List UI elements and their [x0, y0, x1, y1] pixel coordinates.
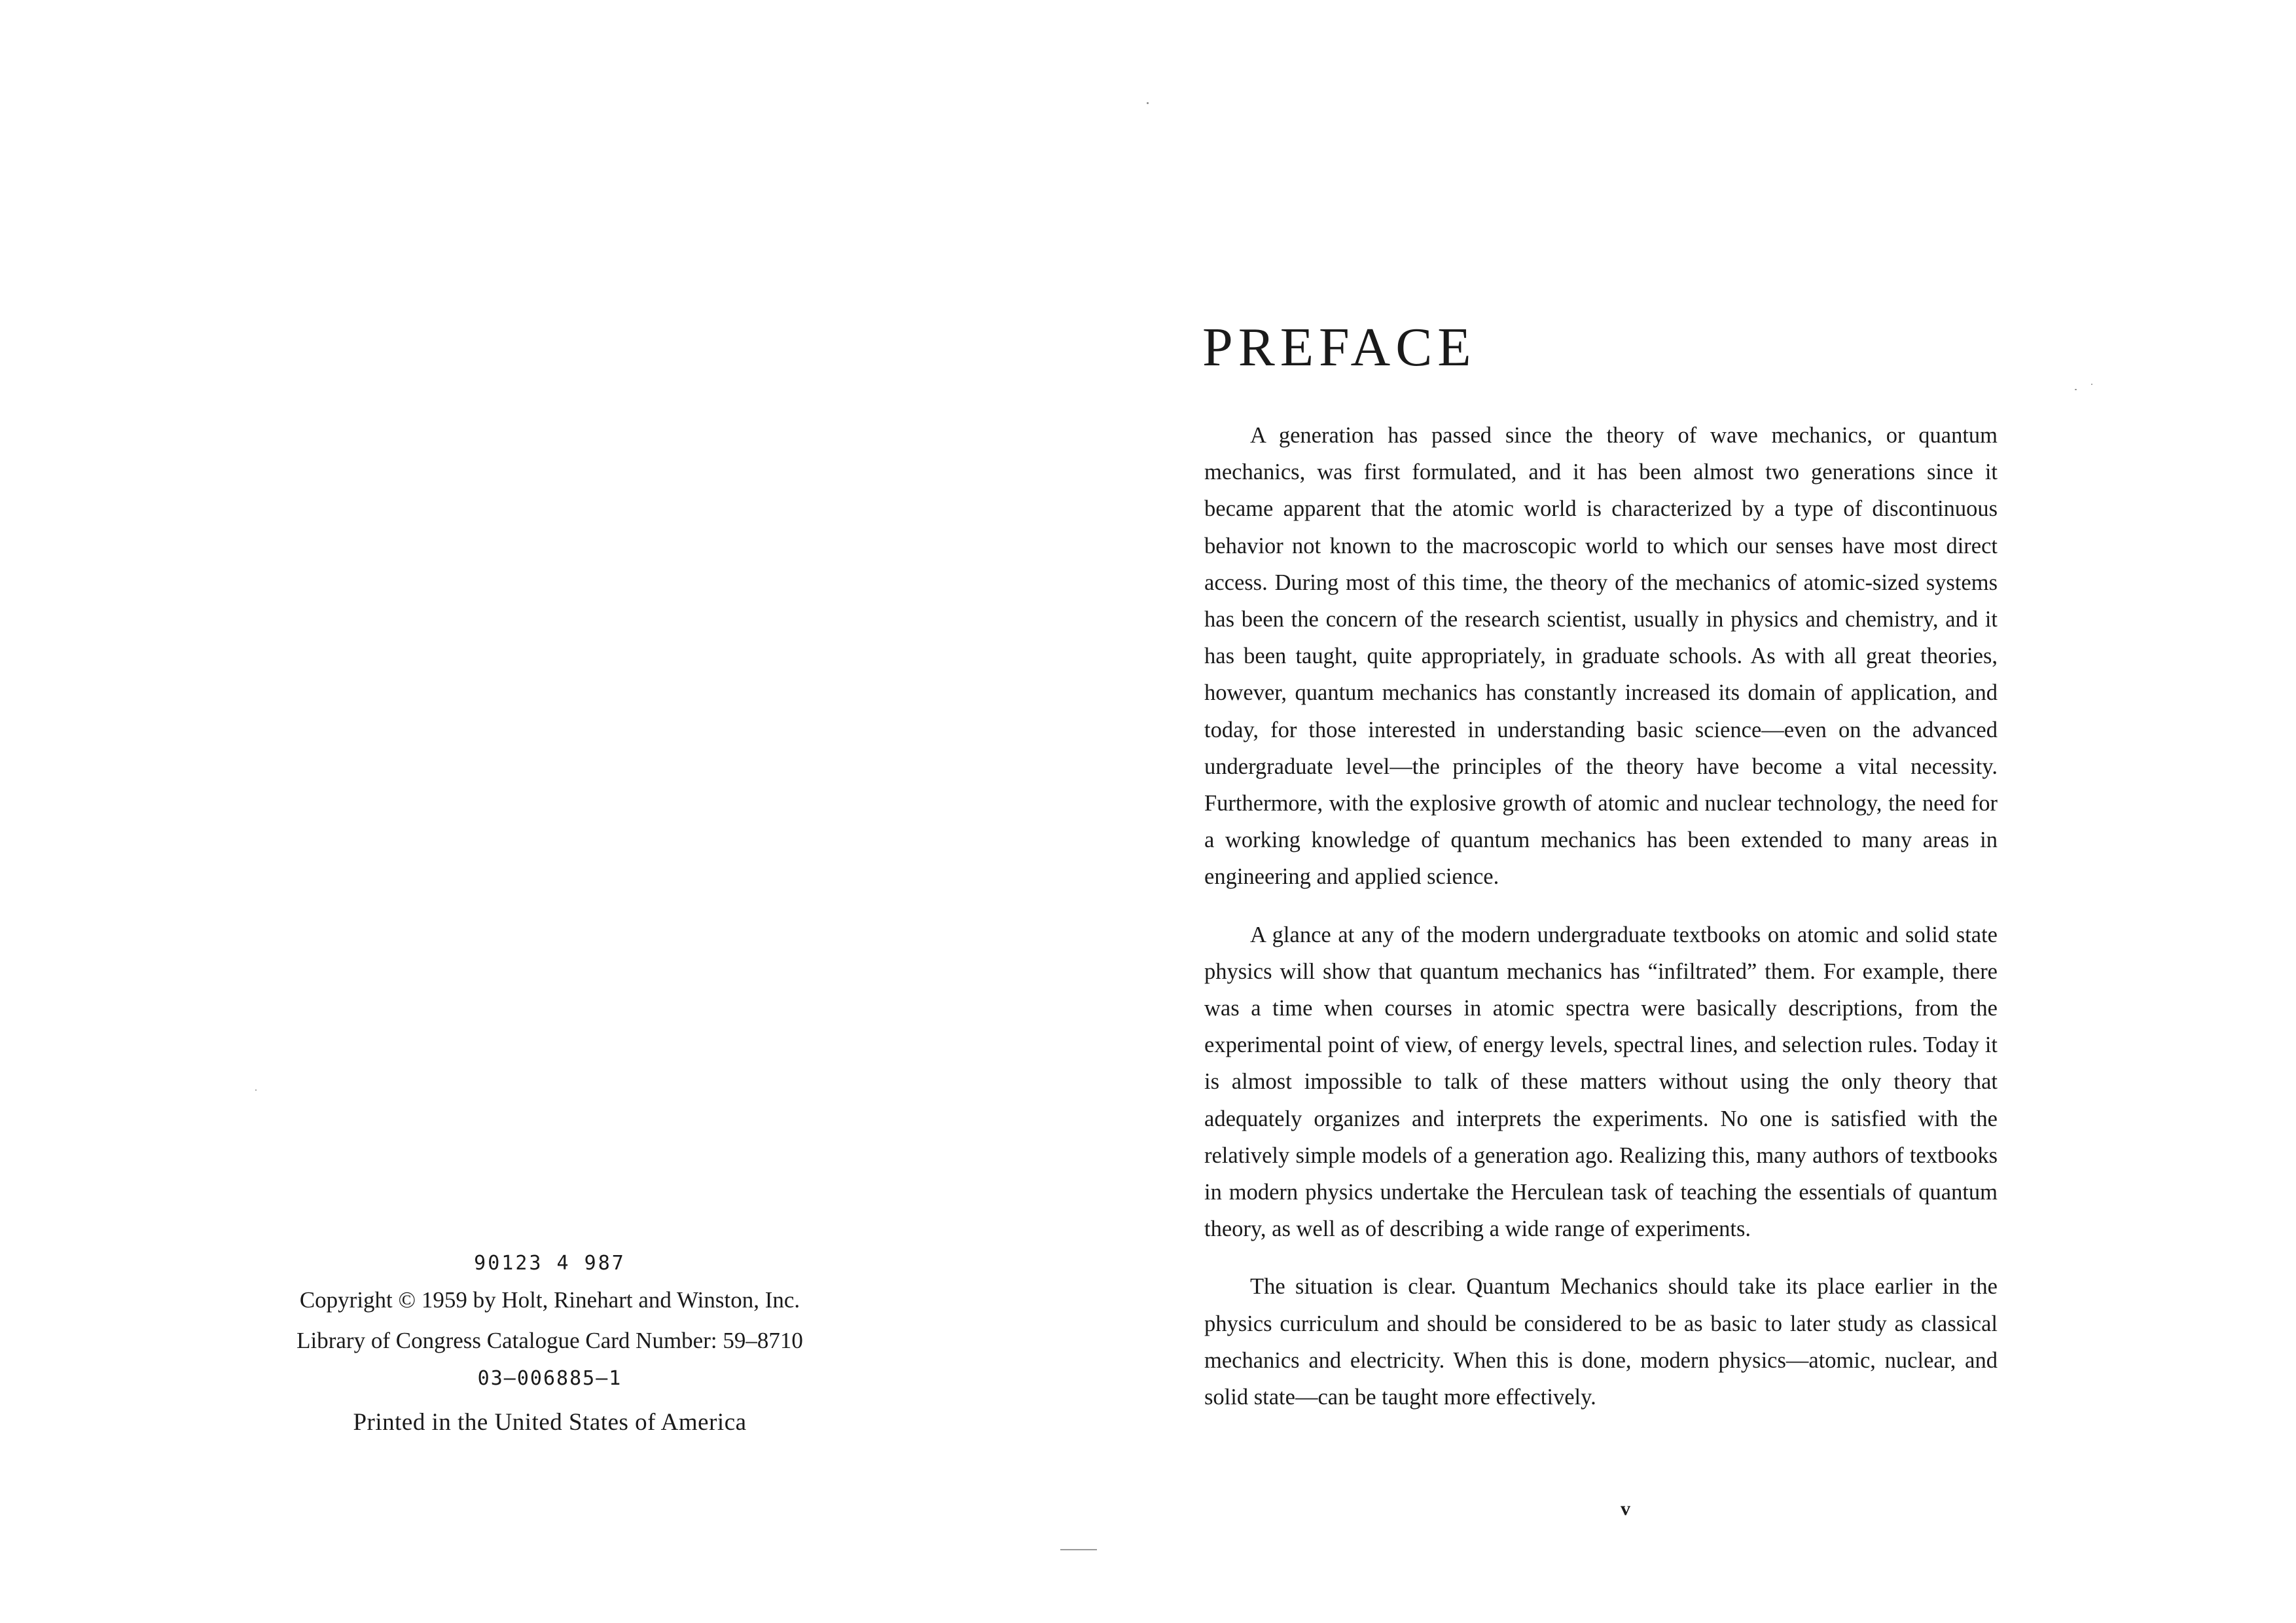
- paragraph: A glance at any of the modern undergraduate textbooks on atomic and solid state physics will show that quantum mechanics has “infiltrated” them. For example, there was a time when courses in atomic spectra were basically descriptions, from the experimental point of view, of energy levels, spectral lines, and selection rules. Today it is almost impossible to talk of these matters without using the only theory that adequately organizes and interprets the experiments. No one is satisfied with the relatively simple models of a generation ago. Realizing this, many authors of textbooks in modern physics undertake the Herculean task of teaching the essentials of quantum theory, as well as of describing a wide range of experiments.: [1204, 922, 1998, 1242]
- catalog-code: 03–006885–1: [477, 1367, 622, 1390]
- copyright-block: [249, 1247, 851, 1445]
- right-page: [1139, 0, 2296, 1623]
- paragraph: The situation is clear. Quantum Mechanics should take its place earlier in the physics curriculum and should be considered to be as basic to later study as classical mechanics and electricity. When this is done, modern physics—atomic, nuclear, and solid state—can be taught more effectively.: [1204, 1274, 1998, 1410]
- page-number: v: [1621, 1498, 1630, 1520]
- gutter-mark: [1060, 1549, 1097, 1550]
- page-title: PREFACE: [1202, 317, 1477, 378]
- library-of-congress-line: Library of Congress Catalogue Card Number: 59–8710: [296, 1328, 803, 1353]
- scan-speck: [255, 1089, 257, 1091]
- isbn-code: 90123 4 987: [474, 1252, 626, 1275]
- printed-in-line: Printed in the United States of America: [353, 1409, 747, 1436]
- left-page: [0, 0, 1139, 1623]
- copyright-line: Copyright © 1959 by Holt, Rinehart and Winston, Inc.: [299, 1287, 800, 1313]
- preface-body: [1204, 417, 1998, 1436]
- paragraph: A generation has passed since the theory of wave mechanics, or quantum mechanics, was first formulated, and it has been almost two generations since it became apparent that the atomic world is characterized by a type of discontinuous behavior not known to the macroscopic world to which our senses have most direct access. During most of this time, the theory of the mechanics of atomic-sized systems has been the concern of the research scientist, usually in physics and chemistry, and it has been taught, quite appropriately, in graduate schools. As with all great theories, however, quantum mechanics has constantly increased its domain of application, and today, for those interested in understanding basic science—even on the advanced undergraduate level—the principles of the theory have become a vital necessity. Furthermore, with the explosive growth of atomic and nuclear technology, the need for a working knowledge of quantum mechanics has been extended to many areas in engineering and applied science.: [1204, 423, 1998, 890]
- scan-speck: [2091, 384, 2092, 385]
- scan-speck: [2075, 389, 2077, 390]
